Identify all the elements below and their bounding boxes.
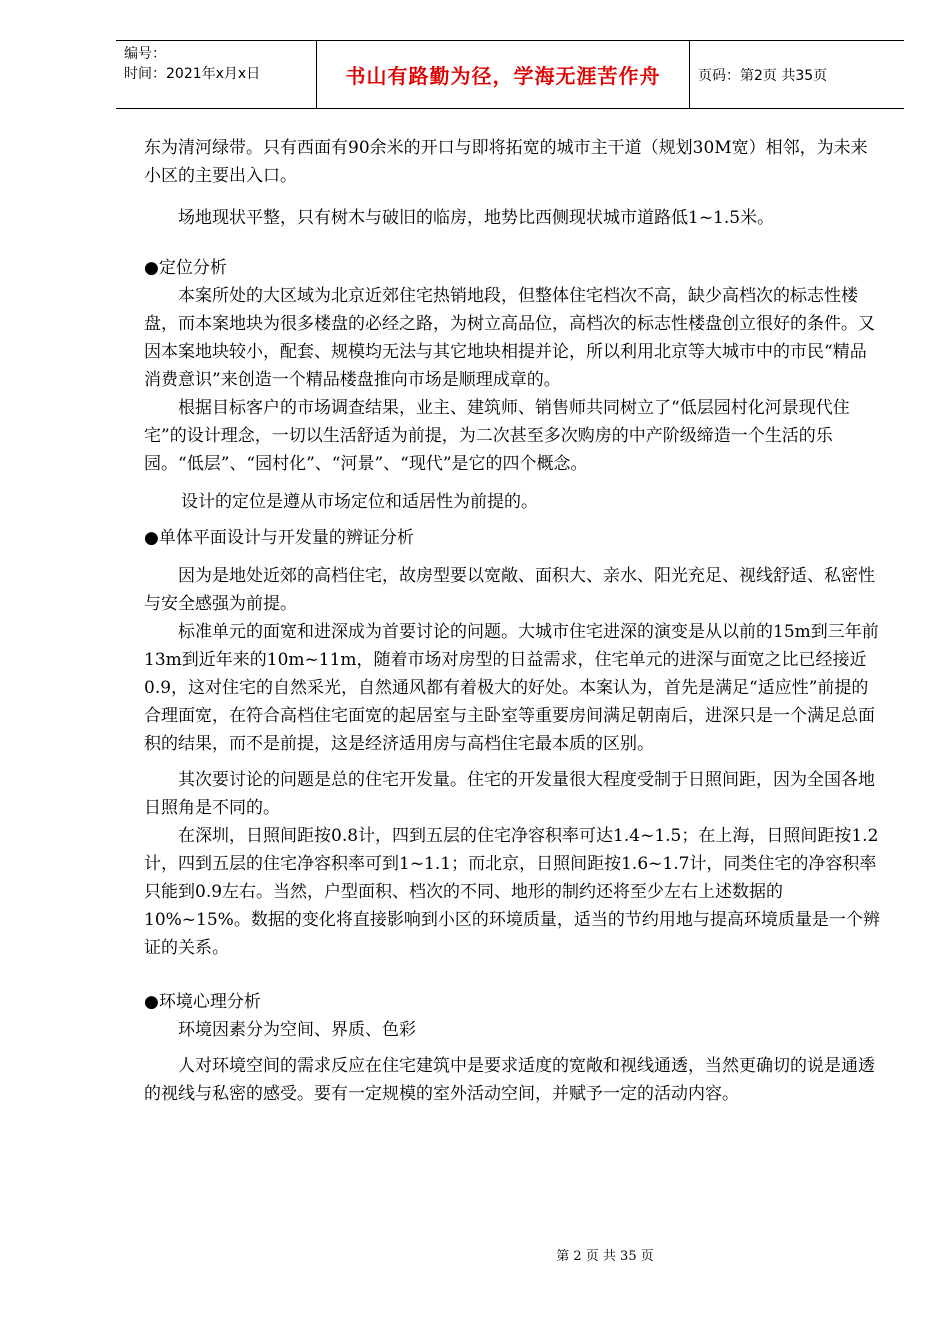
header-page-label: 页码：第2页 共35页 [698, 67, 828, 84]
paragraph: 在深圳，日照间距按0.8计，四到五层的住宅净容积率可达1.4~1.5；在上海，日照间距按1.2计，四到五层的住宅净容积率可到1~1.1；而北京，日照间距按1.6~1.7计，同类住宅的净容积率只能到0.9左右。当然，户型面积、档次的不同、地形的制约还将至少左右上述数据的10%~15%。数据的变化将直接影响到小区的环境质量，适当的节约用地与提高环境质量是一个辨证的关系。 [144, 826, 880, 958]
doc-number-label: 编号： [124, 46, 166, 62]
paragraph: 本案所处的大区域为北京近郊住宅热销地段，但整体住宅档次不高，缺少高档次的标志性楼盘，而本案地块为很多楼盘的必经之路，为树立高品位，高档次的标志性楼盘创立很好的条件。又因本案地块较小，配套、规模均无法与其它地块相提并论，所以利用北京等大城市中的市民“精品消费意识”来创造一个精品楼盘推向市场是顺理成章的。 [144, 286, 875, 390]
paragraph: 标准单元的面宽和进深成为首要讨论的问题。大城市住宅进深的演变是从以前的15m到三年前13m到近年来的10m~11m，随着市场对房型的日益需求，住宅单元的进深与面宽之比已经接近0.9，这对住宅的自然采光，自然通风都有着极大的好处。本案认为，首先是满足“适应性”前提的合理面宽，在符合高档住宅面宽的起居室与主卧室等重要房间满足朝南后，进深只是一个满足总面积的结果，而不是前提，这是经济适用房与高档住宅最本质的区别。 [144, 622, 879, 754]
header-motto: 书山有路勤为径，学海无涯苦作舟 [345, 64, 661, 88]
header-meta [116, 41, 316, 108]
footer-page-number: 第 2 页 共 35 页 [556, 1249, 654, 1264]
section-heading: ●定位分析 [144, 258, 227, 278]
paragraph: 因为是地处近郊的高档住宅，故房型要以宽敞、面积大、亲水、阳光充足、视线舒适、私密性与安全感强为前提。 [144, 566, 875, 614]
paragraph: 其次要讨论的问题是总的住宅开发量。住宅的开发量很大程度受制于日照间距，因为全国各地日照角是不同的。 [144, 770, 875, 818]
page-footer [0, 1245, 950, 1264]
section-heading: ●单体平面设计与开发量的辨证分析 [144, 528, 414, 548]
paragraph: 环境因素分为空间、界质、色彩 [178, 1020, 416, 1040]
paragraph: 东为清河绿带。只有西面有90余米的开口与即将拓宽的城市主干道（规划30M宽）相邻，为未来小区的主要出入口。 [144, 138, 868, 186]
page-header [116, 40, 904, 109]
header-motto-cell [316, 41, 690, 108]
document-body [144, 134, 882, 1108]
header-page-cell [690, 41, 904, 108]
paragraph: 根据目标客户的市场调查结果，业主、建筑师、销售师共同树立了“低层园村化河景现代住宅”的设计理念，一切以生活舒适为前提，为二次甚至多次购房的中产阶级缔造一个生活的乐园。“低层”、“园村化”、“河景”、“现代”是它的四个概念。 [144, 398, 850, 474]
paragraph: 人对环境空间的需求反应在住宅建筑中是要求适度的宽敞和视线通透，当然更确切的说是通透的视线与私密的感受。要有一定规模的室外活动空间，并赋予一定的活动内容。 [144, 1056, 875, 1104]
paragraph: 场地现状平整，只有树木与破旧的临房，地势比西侧现状城市道路低1~1.5米。 [178, 208, 775, 228]
section-heading: ●环境心理分析 [144, 992, 261, 1012]
doc-date-label: 时间：2021年x月x日 [124, 66, 261, 82]
paragraph: 设计的定位是遵从市场定位和适居性为前提的。 [181, 492, 538, 512]
